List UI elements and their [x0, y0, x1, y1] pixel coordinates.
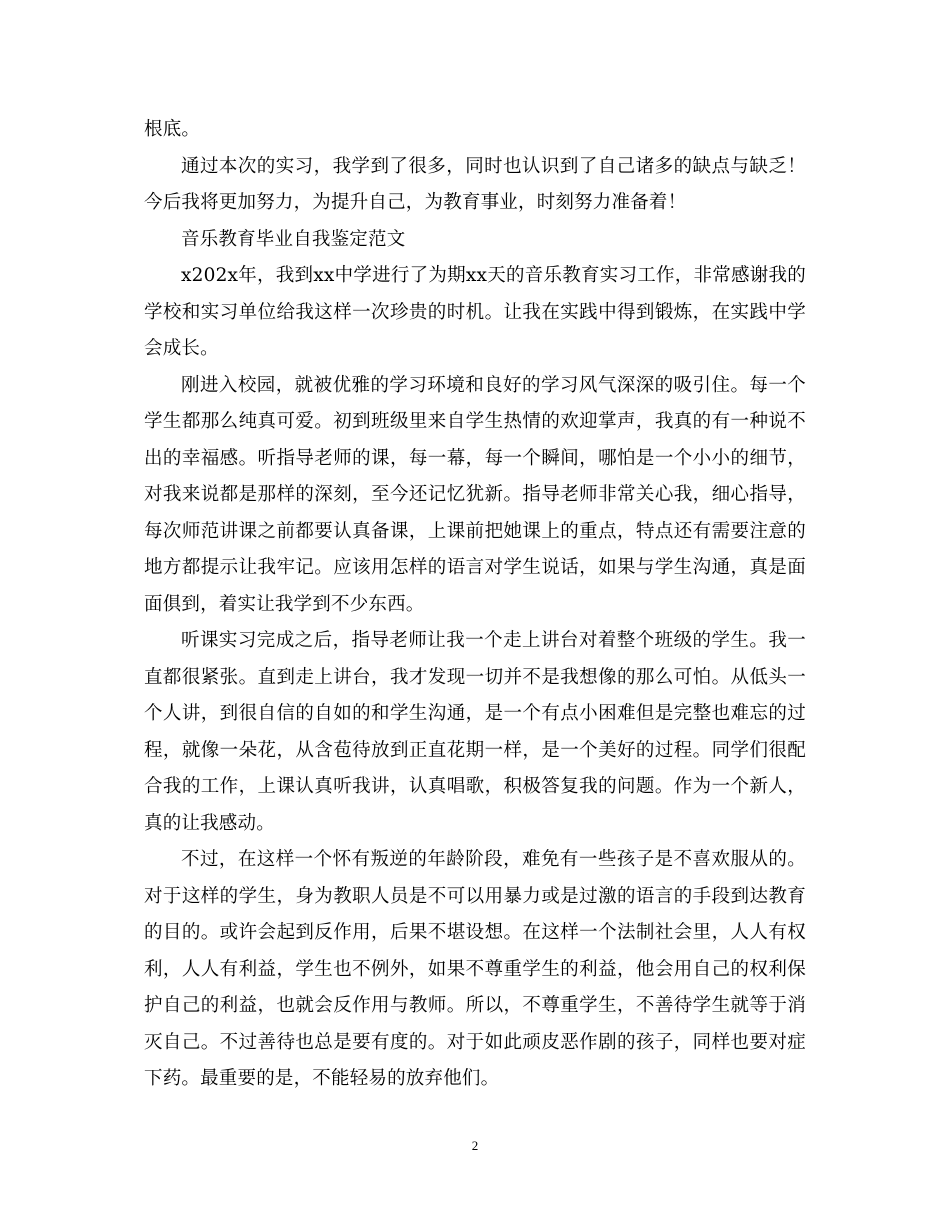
paragraph: x202x年，我到xx中学进行了为期xx天的音乐教育实习工作，非常感谢我的学校和实习单位给我这样一次珍贵的时机。让我在实践中得到锻炼，在实践中学会成长。 [144, 265, 806, 359]
paragraph: 通过本次的实习，我学到了很多，同时也认识到了自己诸多的缺点与缺乏！今后我将更加努力，为提升自己，为教育事业，时刻努力准备着！ [144, 155, 806, 213]
section-heading: 音乐教育毕业自我鉴定范文 [181, 228, 406, 250]
paragraph-continuation: 根底。 [144, 119, 201, 140]
document-body [144, 112, 806, 1098]
paragraph: 刚进入校园，就被优雅的学习环境和良好的学习风气深深的吸引住。每一个学生都那么纯真可爱。初到班级里来自学生热情的欢迎掌声，我真的有一种说不出的幸福感。听指导老师的课，每一幕，每一个瞬间，哪怕是一个小小的细节，对我来说都是那样的深刻，至今还记忆犹新。指导老师非常关心我，细心指导，每次师范讲课之前都要认真备课，上课前把她课上的重点，特点还有需要注意的地方都提示让我牢记。应该用怎样的语言对学生说话，如果与学生沟通，真是面面俱到，着实让我学到不少东西。 [144, 374, 806, 615]
paragraph: 不过，在这样一个怀有叛逆的年龄阶段，难免有一些孩子是不喜欢服从的。对于这样的学生，身为教职人员是不可以用暴力或是过激的语言的手段到达教育的目的。或许会起到反作用，后果不堪设想。在这样一个法制社会里，人人有权利，人人有利益，学生也不例外，如果不尊重学生的利益，他会用自己的权利保护自己的利益，也就会反作用与教师。所以，不尊重学生，不善待学生就等于消灭自己。不过善待也总是要有度的。对于如此顽皮恶作剧的孩子，同样也要对症下药。最重要的是，不能轻易的放弃他们。 [144, 849, 806, 1089]
paragraph: 听课实习完成之后，指导老师让我一个走上讲台对着整个班级的学生。我一直都很紧张。直到走上讲台，我才发现一切并不是我想像的那么可怕。从低头一个人讲，到很自信的自如的和学生沟通，是一个有点小困难但是完整也难忘的过程，就像一朵花，从含苞待放到正直花期一样，是一个美好的过程。同学们很配合我的工作，上课认真听我讲，认真唱歌，积极答复我的问题。作为一个新人，真的让我感动。 [144, 630, 806, 834]
page-number: 2 [471, 1138, 479, 1153]
